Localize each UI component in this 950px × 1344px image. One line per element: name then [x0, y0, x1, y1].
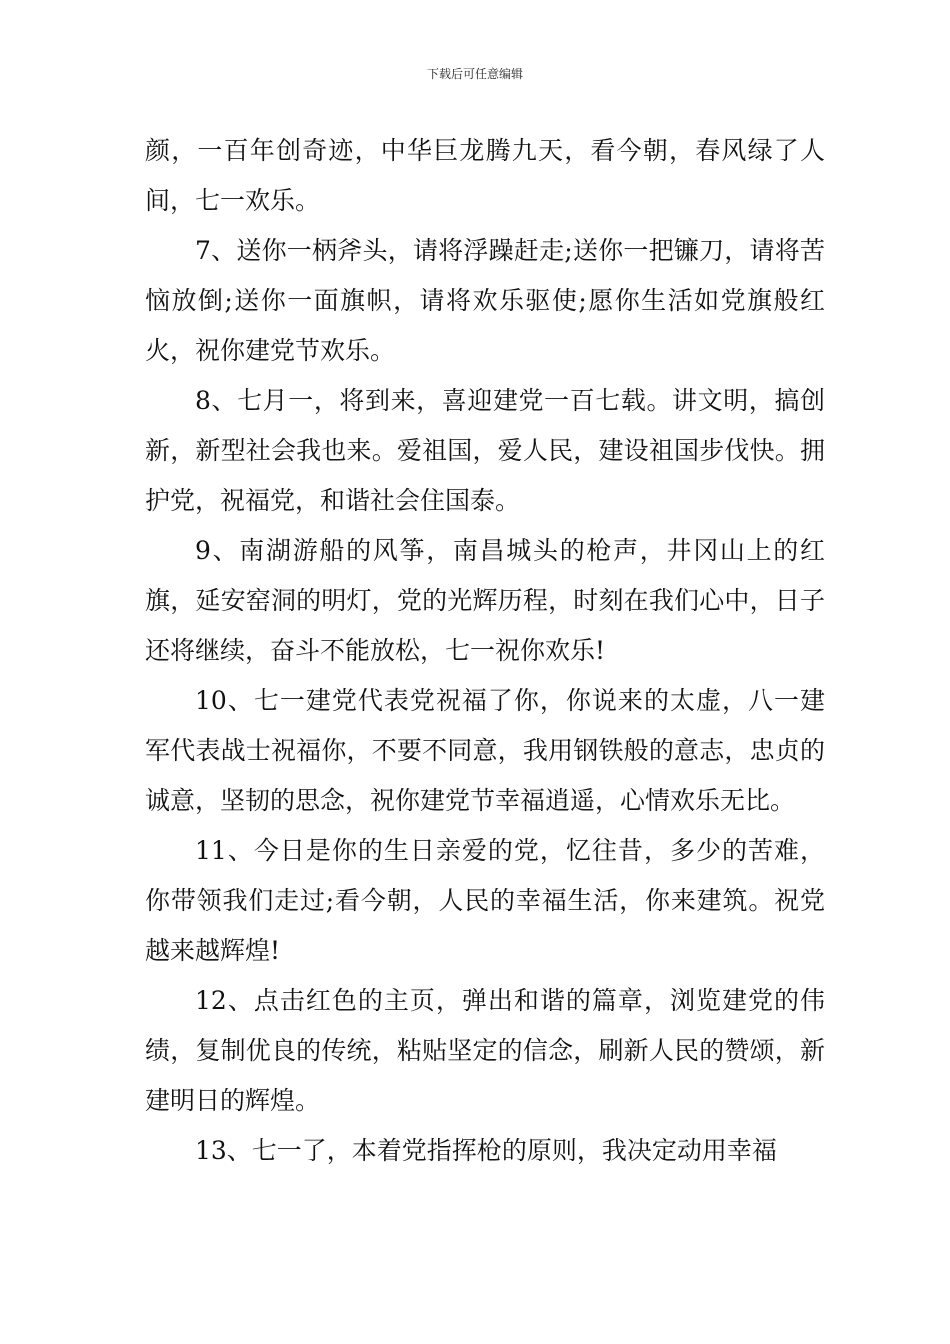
- paragraph: 12、点击红色的主页，弹出和谐的篇章，浏览建党的伟绩，复制优良的传统，粘贴坚定的信念，刷新人民的赞颂，新建明日的辉煌。: [145, 986, 825, 1115]
- document-body: [145, 126, 825, 1176]
- paragraph: 13、七一了，本着党指挥枪的原则，我决定动用幸福: [195, 1136, 777, 1165]
- paragraph: 9、南湖游船的风筝，南昌城头的枪声，井冈山上的红旗，延安窑洞的明灯，党的光辉历程，时刻在我们心中，日子还将继续，奋斗不能放松，七一祝你欢乐!: [145, 536, 825, 665]
- paragraph: 8、七月一，将到来，喜迎建党一百七载。讲文明，搞创新，新型社会我也来。爱祖国，爱人民，建设祖国步伐快。拥护党，祝福党，和谐社会住国泰。: [145, 386, 825, 515]
- paragraph: 颜，一百年创奇迹，中华巨龙腾九天，看今朝，春风绿了人间，七一欢乐。: [145, 136, 825, 215]
- paragraph: 10、七一建党代表党祝福了你，你说来的太虚，八一建军代表战士祝福你，不要不同意，我用钢铁般的意志，忠贞的诚意，坚韧的思念，祝你建党节幸福逍遥，心情欢乐无比。: [145, 686, 825, 815]
- page-header: 下载后可任意编辑: [426, 67, 523, 81]
- paragraph: 11、今日是你的生日亲爱的党，忆往昔，多少的苦难，你带领我们走过;看今朝，人民的幸福生活，你来建筑。祝党越来越辉煌!: [145, 836, 825, 965]
- paragraph: 7、送你一柄斧头，请将浮躁赶走;送你一把镰刀，请将苦恼放倒;送你一面旗帜，请将欢乐驱使;愿你生活如党旗般红火，祝你建党节欢乐。: [145, 236, 825, 365]
